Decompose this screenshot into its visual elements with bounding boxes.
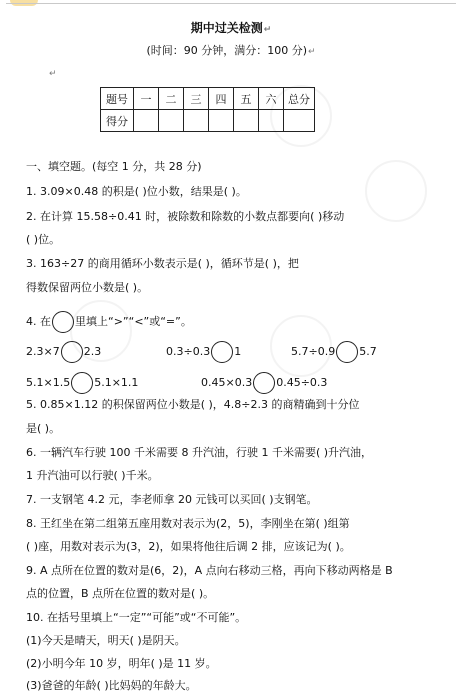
question-line: 2. 在计算 15.58÷0.41 时，被除数和除数的小数点都要向( )移动 xyxy=(26,210,345,223)
paragraph-mark: ↵ xyxy=(263,25,272,35)
right-expression: 1 xyxy=(234,345,242,358)
left-expression: 0.3÷0.3 xyxy=(166,345,211,358)
right-expression: 0.45÷0.3 xyxy=(276,376,328,389)
question-line: (3)爸爸的年龄( )比妈妈的年龄大。 xyxy=(26,679,197,692)
comparison-item xyxy=(201,376,327,389)
score-cell[interactable] xyxy=(184,110,209,132)
paragraph-mark: ↵ xyxy=(49,69,57,79)
score-table-header-row xyxy=(101,88,315,110)
question-line: 10. 在括号里填上“一定”“可能”或“不可能”。 xyxy=(26,611,247,624)
question-line: 9. A 点所在位置的数对是(6，2)，A 点向右移动三格，再向下移动两格是 B xyxy=(26,564,393,577)
header-cell: 四 xyxy=(209,88,234,110)
score-cell[interactable] xyxy=(259,110,284,132)
question-line: 3. 163÷27 的商用循环小数表示是( )，循环节是( )，把 xyxy=(26,257,299,270)
score-table-score-row xyxy=(101,110,315,132)
score-cell[interactable] xyxy=(284,110,315,132)
page-title xyxy=(0,19,462,36)
question-line: 5. 0.85×1.12 的积保留两位小数是( )，4.8÷2.3 的商精确到十分位 xyxy=(26,398,360,411)
question-line: ( )位。 xyxy=(26,233,61,246)
left-expression: 5.7÷0.9 xyxy=(291,345,336,358)
question-line: 是( )。 xyxy=(26,422,61,435)
question-line: 点的位置，B 点所在位置的数对是( )。 xyxy=(26,587,215,600)
question-line: 8. 王红坐在第二组第五座用数对表示为(2，5)，李刚坐在第( )组第 xyxy=(26,517,350,530)
comparison-item xyxy=(166,341,291,363)
comparison-row xyxy=(26,372,444,394)
answer-circle[interactable] xyxy=(253,372,275,394)
q4-intro-text: 里填上“>”“<”或“=”。 xyxy=(75,315,192,328)
score-cell[interactable] xyxy=(159,110,184,132)
question-line: 7. 一支钢笔 4.2 元，李老师拿 20 元钱可以买回( )支钢笔。 xyxy=(26,493,318,506)
score-cell[interactable] xyxy=(234,110,259,132)
q4-intro-text: 4. 在 xyxy=(26,315,51,328)
comparison-row xyxy=(26,341,444,363)
question-4-line xyxy=(26,311,444,333)
comparison-item xyxy=(291,345,377,358)
score-cell[interactable] xyxy=(134,110,159,132)
question-line: 6. 一辆汽车行驶 100 千米需要 8 升汽油，行驶 1 千米需要( )升汽油， xyxy=(26,446,373,459)
header-cell: 三 xyxy=(184,88,209,110)
header-rule xyxy=(6,3,456,4)
question-line: 得数保留两位小数是( )。 xyxy=(26,281,149,294)
score-table xyxy=(100,87,315,132)
answer-circle[interactable] xyxy=(336,341,358,363)
page-title-text: 期中过关检测 xyxy=(190,21,263,35)
header-cell: 题号 xyxy=(101,88,134,110)
right-expression: 2.3 xyxy=(83,345,102,358)
left-expression: 5.1×1.5 xyxy=(26,376,71,389)
question-line: 1 升汽油可以行驶( )千米。 xyxy=(26,469,159,482)
paragraph-mark: ↵ xyxy=(308,47,316,57)
header-cell: 六 xyxy=(259,88,284,110)
right-expression: 5.7 xyxy=(359,345,377,358)
header-cell: 总分 xyxy=(284,88,315,110)
row-label-cell: 得分 xyxy=(101,110,134,132)
comparison-item xyxy=(26,341,166,363)
compare-circle-icon xyxy=(52,311,74,333)
subtitle-text: (时间：90 分钟，满分：100 分) xyxy=(146,44,308,57)
header-cell: 二 xyxy=(159,88,184,110)
question-line: (2)小明今年 10 岁，明年( )是 11 岁。 xyxy=(26,657,217,670)
answer-circle[interactable] xyxy=(61,341,83,363)
left-expression: 0.45×0.3 xyxy=(201,376,253,389)
answer-circle[interactable] xyxy=(71,372,93,394)
exam-subtitle xyxy=(0,42,462,58)
comparison-item xyxy=(26,372,201,394)
section-heading: 一、填空题。(每空 1 分，共 28 分) xyxy=(26,160,202,173)
question-line: (1)今天是晴天，明天( )是阴天。 xyxy=(26,634,186,647)
right-expression: 5.1×1.1 xyxy=(94,376,139,389)
answer-circle[interactable] xyxy=(211,341,233,363)
header-cell: 一 xyxy=(134,88,159,110)
score-cell[interactable] xyxy=(209,110,234,132)
question-line: ( )座，用数对表示为(3，2)，如果将他往后调 2 排，应该记为( )。 xyxy=(26,540,351,553)
header-cell: 五 xyxy=(234,88,259,110)
left-expression: 2.3×7 xyxy=(26,345,60,358)
question-line: 1. 3.09×0.48 的积是( )位小数，结果是( )。 xyxy=(26,185,247,198)
